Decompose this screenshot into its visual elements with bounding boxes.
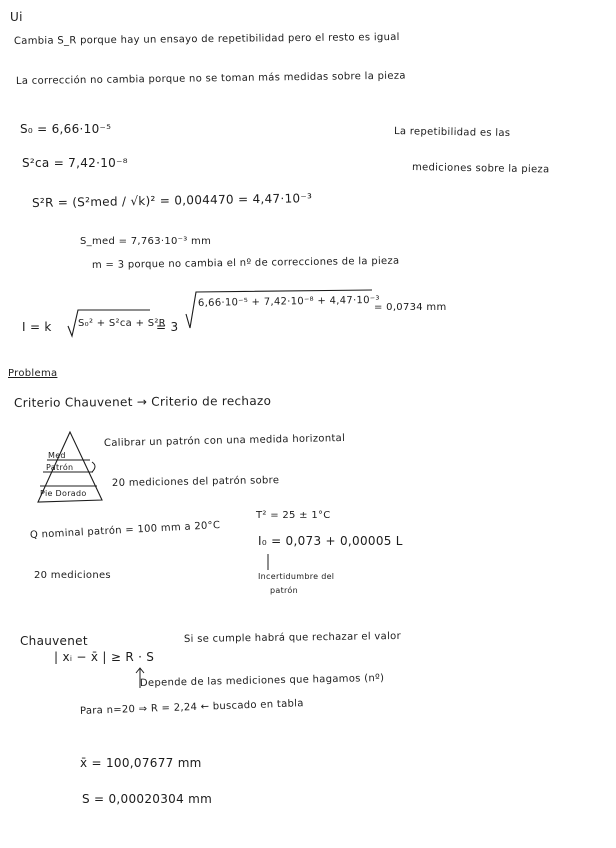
incert-label: Incertidumbre del: [258, 572, 335, 581]
sqrt-sign-2: [186, 290, 372, 328]
sca-value: S²ca = 7,42·10⁻⁸: [22, 156, 128, 170]
temperature: T² = 25 ± 1°C: [256, 510, 331, 521]
line-repeatability-note: Cambia S_R porque hay un ensayo de repetibilidad pero el resto es igual: [13, 31, 400, 47]
sqrt-sign-1: [68, 310, 150, 336]
patron-label: patrón: [270, 586, 298, 595]
sr-formula: S²R = (S²med / √k)² = 0,004470 = 4,47·10⁻³: [31, 191, 313, 210]
formula-result: = 0,0734 mm: [374, 302, 447, 313]
para-n-line: Para n=20 ⇒ R = 2,24 ← buscado en tabla: [79, 698, 304, 717]
chauvenet-rule: | xᵢ − x̄ | ≥ R · S: [54, 650, 155, 664]
calibrar-line: Calibrar un patrón con una medida horizontal: [103, 432, 346, 449]
s0-value: S₀ = 6,66·10⁻⁵: [20, 122, 112, 136]
chauvenet-rule-tail: Si se cumple habrá que rechazar el valor: [183, 630, 402, 645]
section-problema: Problema: [8, 368, 58, 379]
i0-formula: I₀ = 0,073 + 0,00005 L: [258, 534, 403, 548]
pyramid-bracket: [92, 462, 95, 472]
pyramid-label-mid: Patrón: [46, 463, 74, 472]
page-heading: Ui: [10, 10, 23, 24]
medidas-20b: 20 mediciones: [34, 570, 111, 581]
line-correction-note: La corrección no cambia porque no se toman más medidas sobre la pieza: [15, 70, 406, 87]
pyramid-label-top: Med: [48, 451, 66, 460]
side-note-line2: mediciones sobre la pieza: [411, 162, 550, 176]
chauvenet-heading: Chauvenet: [20, 634, 88, 648]
medidas-line: 20 mediciones del patrón sobre: [111, 475, 280, 489]
criterio-line: Criterio Chauvenet → Criterio de rechazo: [13, 393, 272, 410]
s-value: S = 0,00020304 mm: [82, 792, 213, 806]
formula-eq: = 3: [156, 320, 179, 334]
xbar-value: x̄ = 100,07677 mm: [80, 756, 202, 770]
smed-value: S_med = 7,763·10⁻³ mm: [80, 236, 212, 247]
formula-values: 6,66·10⁻⁵ + 7,42·10⁻⁸ + 4,47·10⁻³: [197, 294, 380, 309]
side-note-line1: La repetibilidad es las: [393, 126, 511, 140]
pyramid-label-bottom: Pie Dorado: [40, 489, 87, 498]
formula-root-terms: S₀² + S²ca + S²R: [78, 318, 166, 329]
depende-line: Depende de las mediciones que hagamos (nº): [139, 672, 385, 689]
m-note: m = 3 porque no cambia el nº de correcciones de la pieza: [91, 255, 400, 271]
formula-lhs: I = k: [22, 320, 52, 334]
q-nominal: Q nominal patrón = 100 mm a 20°C: [29, 520, 221, 541]
